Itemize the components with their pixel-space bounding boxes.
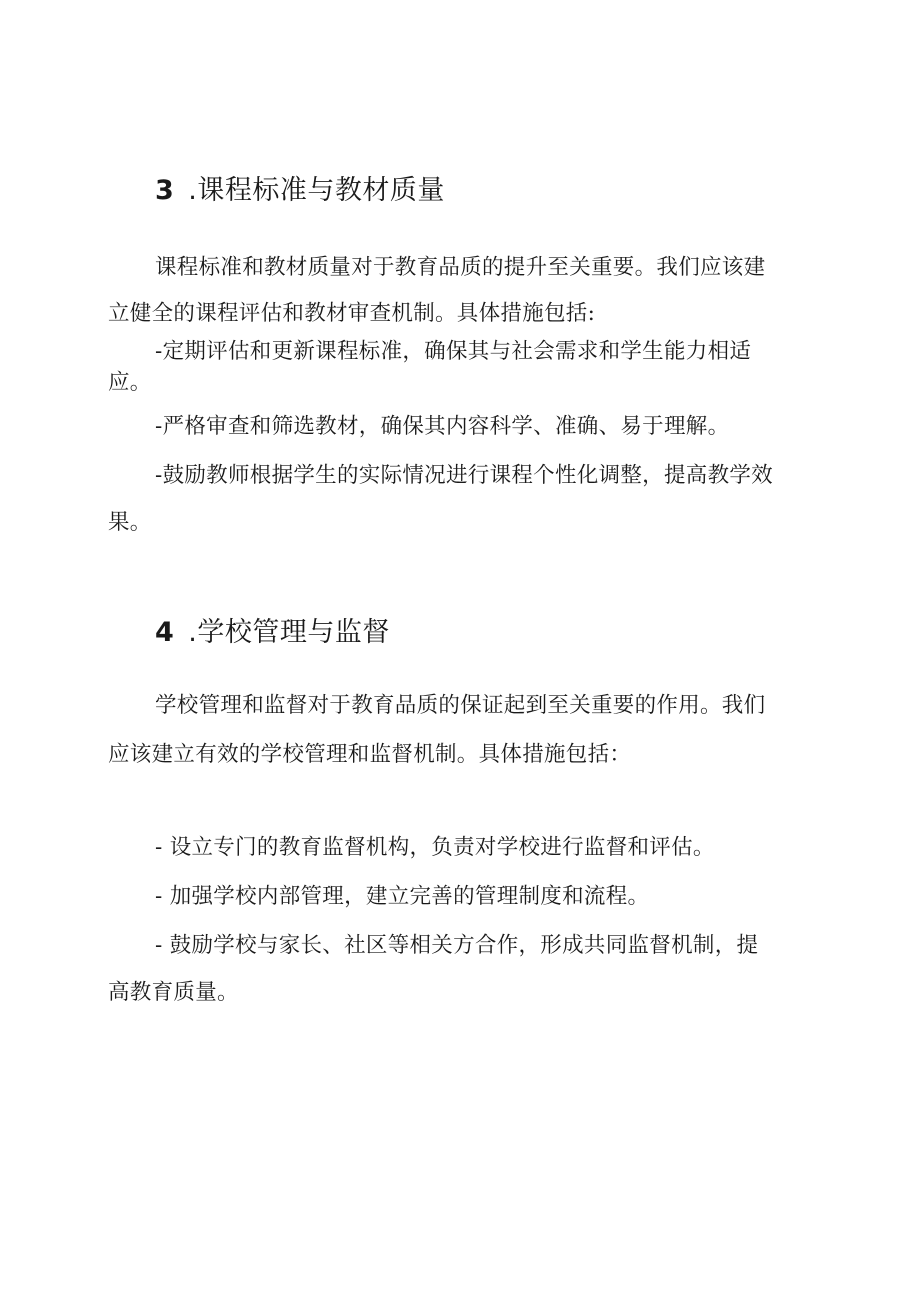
section-3-item-3-line-2: 果。 <box>108 510 152 535</box>
section-3-item-1-line-1: -定期评估和更新课程标准，确保其与社会需求和学生能力相适 <box>155 339 752 364</box>
section-3-heading <box>155 168 445 207</box>
section-4-title: .学校管理与监督 <box>188 617 390 648</box>
section-4-number: 4 <box>155 617 175 648</box>
section-3-item-2: -严格审查和筛选教材，确保其内容科学、准确、易于理解。 <box>155 414 730 439</box>
section-4-item-2: - 加强学校内部管理，建立完善的管理制度和流程。 <box>155 884 650 909</box>
section-4-item-3-line-2: 高教育质量。 <box>108 980 239 1005</box>
section-3-number: 3 <box>155 175 175 206</box>
section-3-item-1-line-2: 应。 <box>108 370 152 395</box>
section-4-intro-line-2: 应该建立有效的学校管理和监督机制。具体措施包括： <box>108 742 632 767</box>
section-3-intro-line-2: 立健全的课程评估和教材审查机制。具体措施包括: <box>108 301 596 326</box>
section-4-intro-line-1: 学校管理和监督对于教育品质的保证起到至关重要的作用。我们 <box>155 693 766 718</box>
section-4-item-3-line-1: - 鼓励学校与家长、社区等相关方合作，形成共同监督机制，提 <box>155 933 759 958</box>
section-3-item-3-line-1: -鼓励教师根据学生的实际情况进行课程个性化调整，提高教学效 <box>155 463 773 488</box>
section-3-intro-line-1: 课程标准和教材质量对于教育品质的提升至关重要。我们应该建 <box>155 255 766 280</box>
section-4-item-1: - 设立专门的教育监督机构，负责对学校进行监督和评估。 <box>155 835 715 860</box>
section-4-heading <box>155 610 390 649</box>
section-3-title: .课程标准与教材质量 <box>188 175 445 206</box>
